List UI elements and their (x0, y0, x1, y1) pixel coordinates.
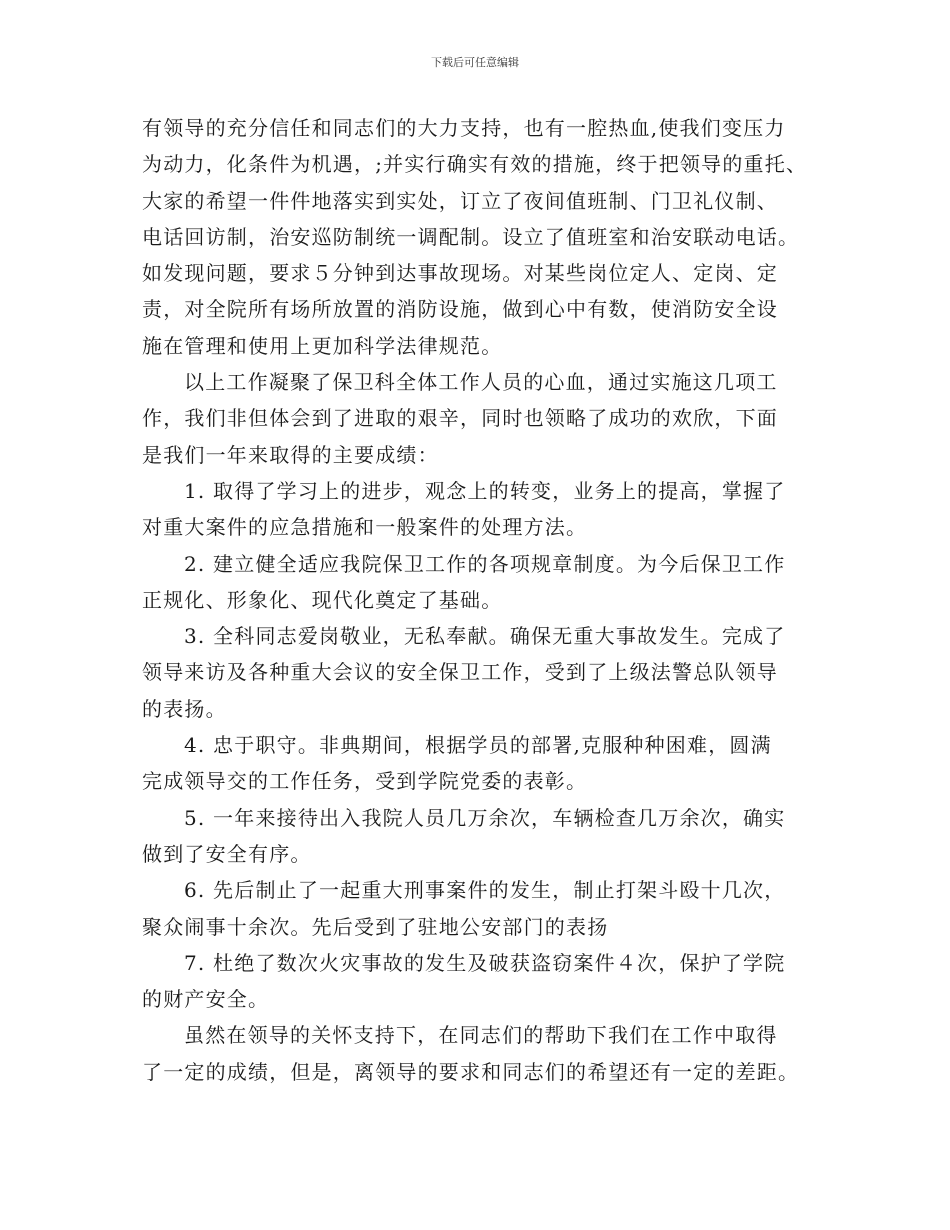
text-line: 了一定的成绩，但是，离领导的要求和同志们的希望还有一定的差距。 (142, 1059, 800, 1084)
text-line: 大家的希望一件件地落实到实处，订立了夜间值班制、门卫礼仪制、 (142, 188, 778, 213)
text-line: 正规化、形象化、现代化奠定了基础。 (142, 587, 503, 612)
text-line: 的表扬。 (142, 696, 227, 721)
text-line: 完成领导交的工作任务，受到学院党委的表彰。 (142, 769, 588, 794)
text-line: 如发现问题，要求５分钟到达事故现场。对某些岗位定人、定岗、定 (142, 261, 778, 286)
page-header: 下载后可任意编辑 (431, 56, 519, 69)
text-line: 电话回访制，治安巡防制统一调配制。设立了值班室和治安联动电话。 (142, 224, 800, 249)
text-line: 虽然在领导的关怀支持下，在同志们的帮助下我们在工作中取得 (184, 1023, 778, 1048)
text-line: 6. 先后制止了一起重大刑事案件的发生，制止打架斗殴十几次， (184, 878, 786, 903)
text-line: 聚众闹事十余次。先后受到了驻地公安部门的表扬 (142, 914, 609, 939)
text-line: 的财产安全。 (142, 987, 270, 1012)
text-line: 对重大案件的应急措施和一般案件的处理方法。 (142, 515, 588, 540)
text-line: 以上工作凝聚了保卫科全体工作人员的心血，通过实施这几项工 (184, 370, 778, 395)
text-line: 2. 建立健全适应我院保卫工作的各项规章制度。为今后保卫工作 (184, 551, 786, 576)
document-body (142, 110, 822, 1090)
text-line: 3. 全科同志爱岗敬业，无私奉献。确保无重大事故发生。完成了 (184, 624, 786, 649)
text-line: 责，对全院所有场所放置的消防设施，做到心中有数，使消防安全设 (142, 297, 778, 322)
text-line: 作，我们非但体会到了进取的艰辛，同时也领略了成功的欢欣，下面 (142, 406, 778, 431)
text-line: 做到了安全有序。 (142, 841, 312, 866)
text-line: 1. 取得了学习上的进步，观念上的转变，业务上的提高，掌握了 (184, 478, 786, 503)
text-line: 5. 一年来接待出入我院人员几万余次，车辆检查几万余次，确实 (184, 805, 786, 830)
text-line: 领导来访及各种重大会议的安全保卫工作，受到了上级法警总队领导 (142, 660, 778, 685)
text-line: 为动力，化条件为机遇，;并实行确实有效的措施，终于把领导的重托、 (142, 152, 808, 177)
text-line: 4. 忠于职守。非典期间，根据学员的部署,克服种种困难，圆满 (184, 733, 772, 758)
text-line: 有领导的充分信任和同志们的大力支持，也有一腔热血,使我们变压力 (142, 116, 786, 140)
text-line: 是我们一年来取得的主要成绩： (142, 442, 439, 467)
text-line: 7. 杜绝了数次火灾事故的发生及破获盗窃案件４次，保护了学院 (184, 950, 786, 975)
text-line: 施在管理和使用上更加科学法律规范。 (142, 333, 503, 358)
